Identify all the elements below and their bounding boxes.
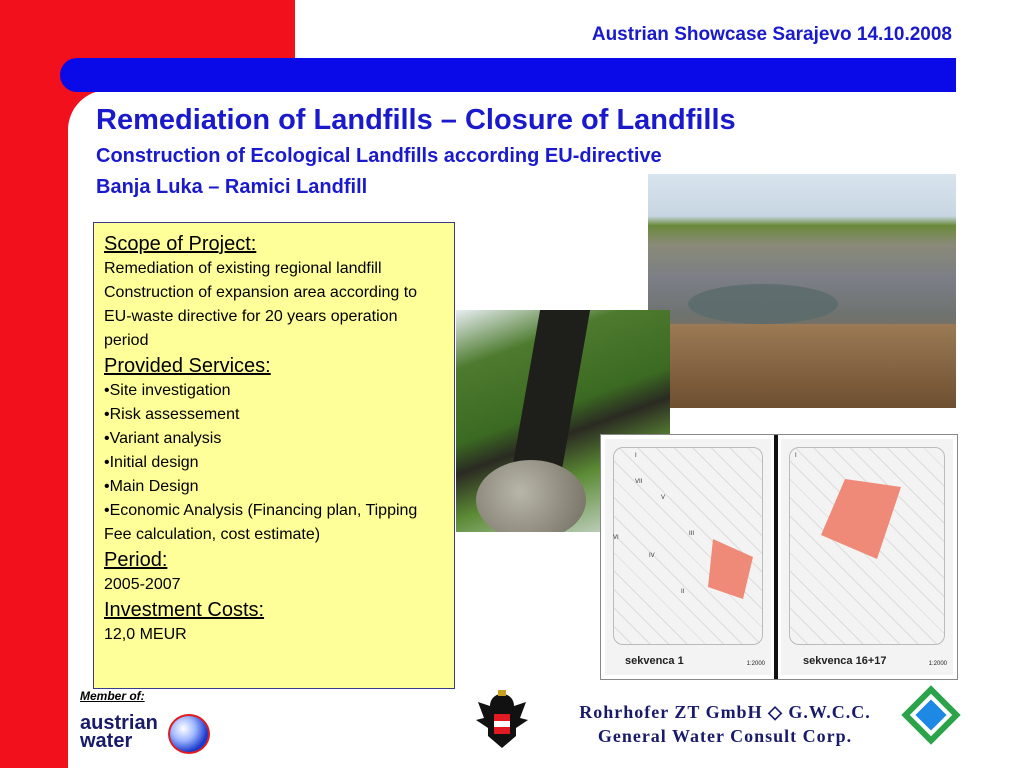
costs-value: 12,0 MEUR [104, 626, 187, 643]
slide-title: Remediation of Landfills – Closure of Landfills [96, 104, 736, 136]
scope-line: Remediation of existing regional landfill [104, 260, 382, 277]
service-item: •Initial design [104, 454, 199, 471]
plan-grid [613, 447, 763, 645]
zone-label: VI [613, 535, 619, 541]
logo-text-line1: austrian [80, 712, 158, 734]
company-name [540, 700, 910, 748]
plan-sequence-16-17 [781, 439, 953, 675]
plan-divider [774, 435, 778, 679]
zone-label: VII [635, 479, 643, 485]
slide-subtitle: Construction of Ecological Landfills according EU-directive [96, 145, 662, 167]
service-item: •Site investigation [104, 382, 231, 399]
drain-pipe [476, 460, 586, 532]
period-value: 2005-2007 [104, 576, 181, 593]
scope-line: Construction of expansion area according to EU-waste directive for 20 years operation period [104, 284, 418, 349]
plan-scale: 1:2000 [746, 661, 765, 667]
blue-header-band [60, 58, 956, 92]
service-item: •Risk assessement [104, 406, 240, 423]
project-location: Banja Luka – Ramici Landfill [96, 176, 368, 198]
zone-label: V [661, 495, 666, 501]
service-item: •Main Design [104, 478, 199, 495]
plan-label: sekvenca 1 [625, 655, 684, 667]
globe-icon [168, 714, 210, 754]
event-title: Austrian Showcase Sarajevo 14.10.2008 [591, 24, 952, 45]
member-of-label: Member of: [80, 689, 145, 703]
zone-label: III [689, 531, 695, 537]
ditch-water [512, 310, 590, 470]
logo-text-line2: water [80, 730, 133, 752]
leachate-pool [688, 284, 838, 324]
company-line1: Rohrhofer ZT GmbH ◇ G.W.C.C. [579, 702, 871, 722]
services-heading: Provided Services: [104, 355, 271, 377]
landfill-photo [648, 174, 956, 408]
service-item: •Economic Analysis (Financing plan, Tipping Fee calculation, cost estimate) [104, 502, 418, 543]
project-info-box [93, 222, 455, 689]
scope-heading: Scope of Project: [104, 233, 257, 255]
company-line2: General Water Consult Corp. [597, 726, 853, 746]
austrian-eagle-icon [474, 688, 530, 752]
soil-bank [648, 324, 956, 408]
north-mark: I [635, 453, 637, 459]
plan-scale: 1:2000 [928, 661, 947, 667]
zone-label: II [681, 589, 685, 595]
plan-label: sekvenca 16+17 [803, 655, 887, 667]
service-item: •Variant analysis [104, 430, 222, 447]
north-mark: I [795, 453, 797, 459]
site-plans [600, 434, 958, 680]
period-heading: Period: [104, 549, 168, 571]
austrian-water-logo [80, 714, 158, 750]
zone-label: IV [649, 553, 655, 559]
plan-sequence-1 [605, 439, 771, 675]
costs-heading: Investment Costs: [104, 599, 265, 621]
